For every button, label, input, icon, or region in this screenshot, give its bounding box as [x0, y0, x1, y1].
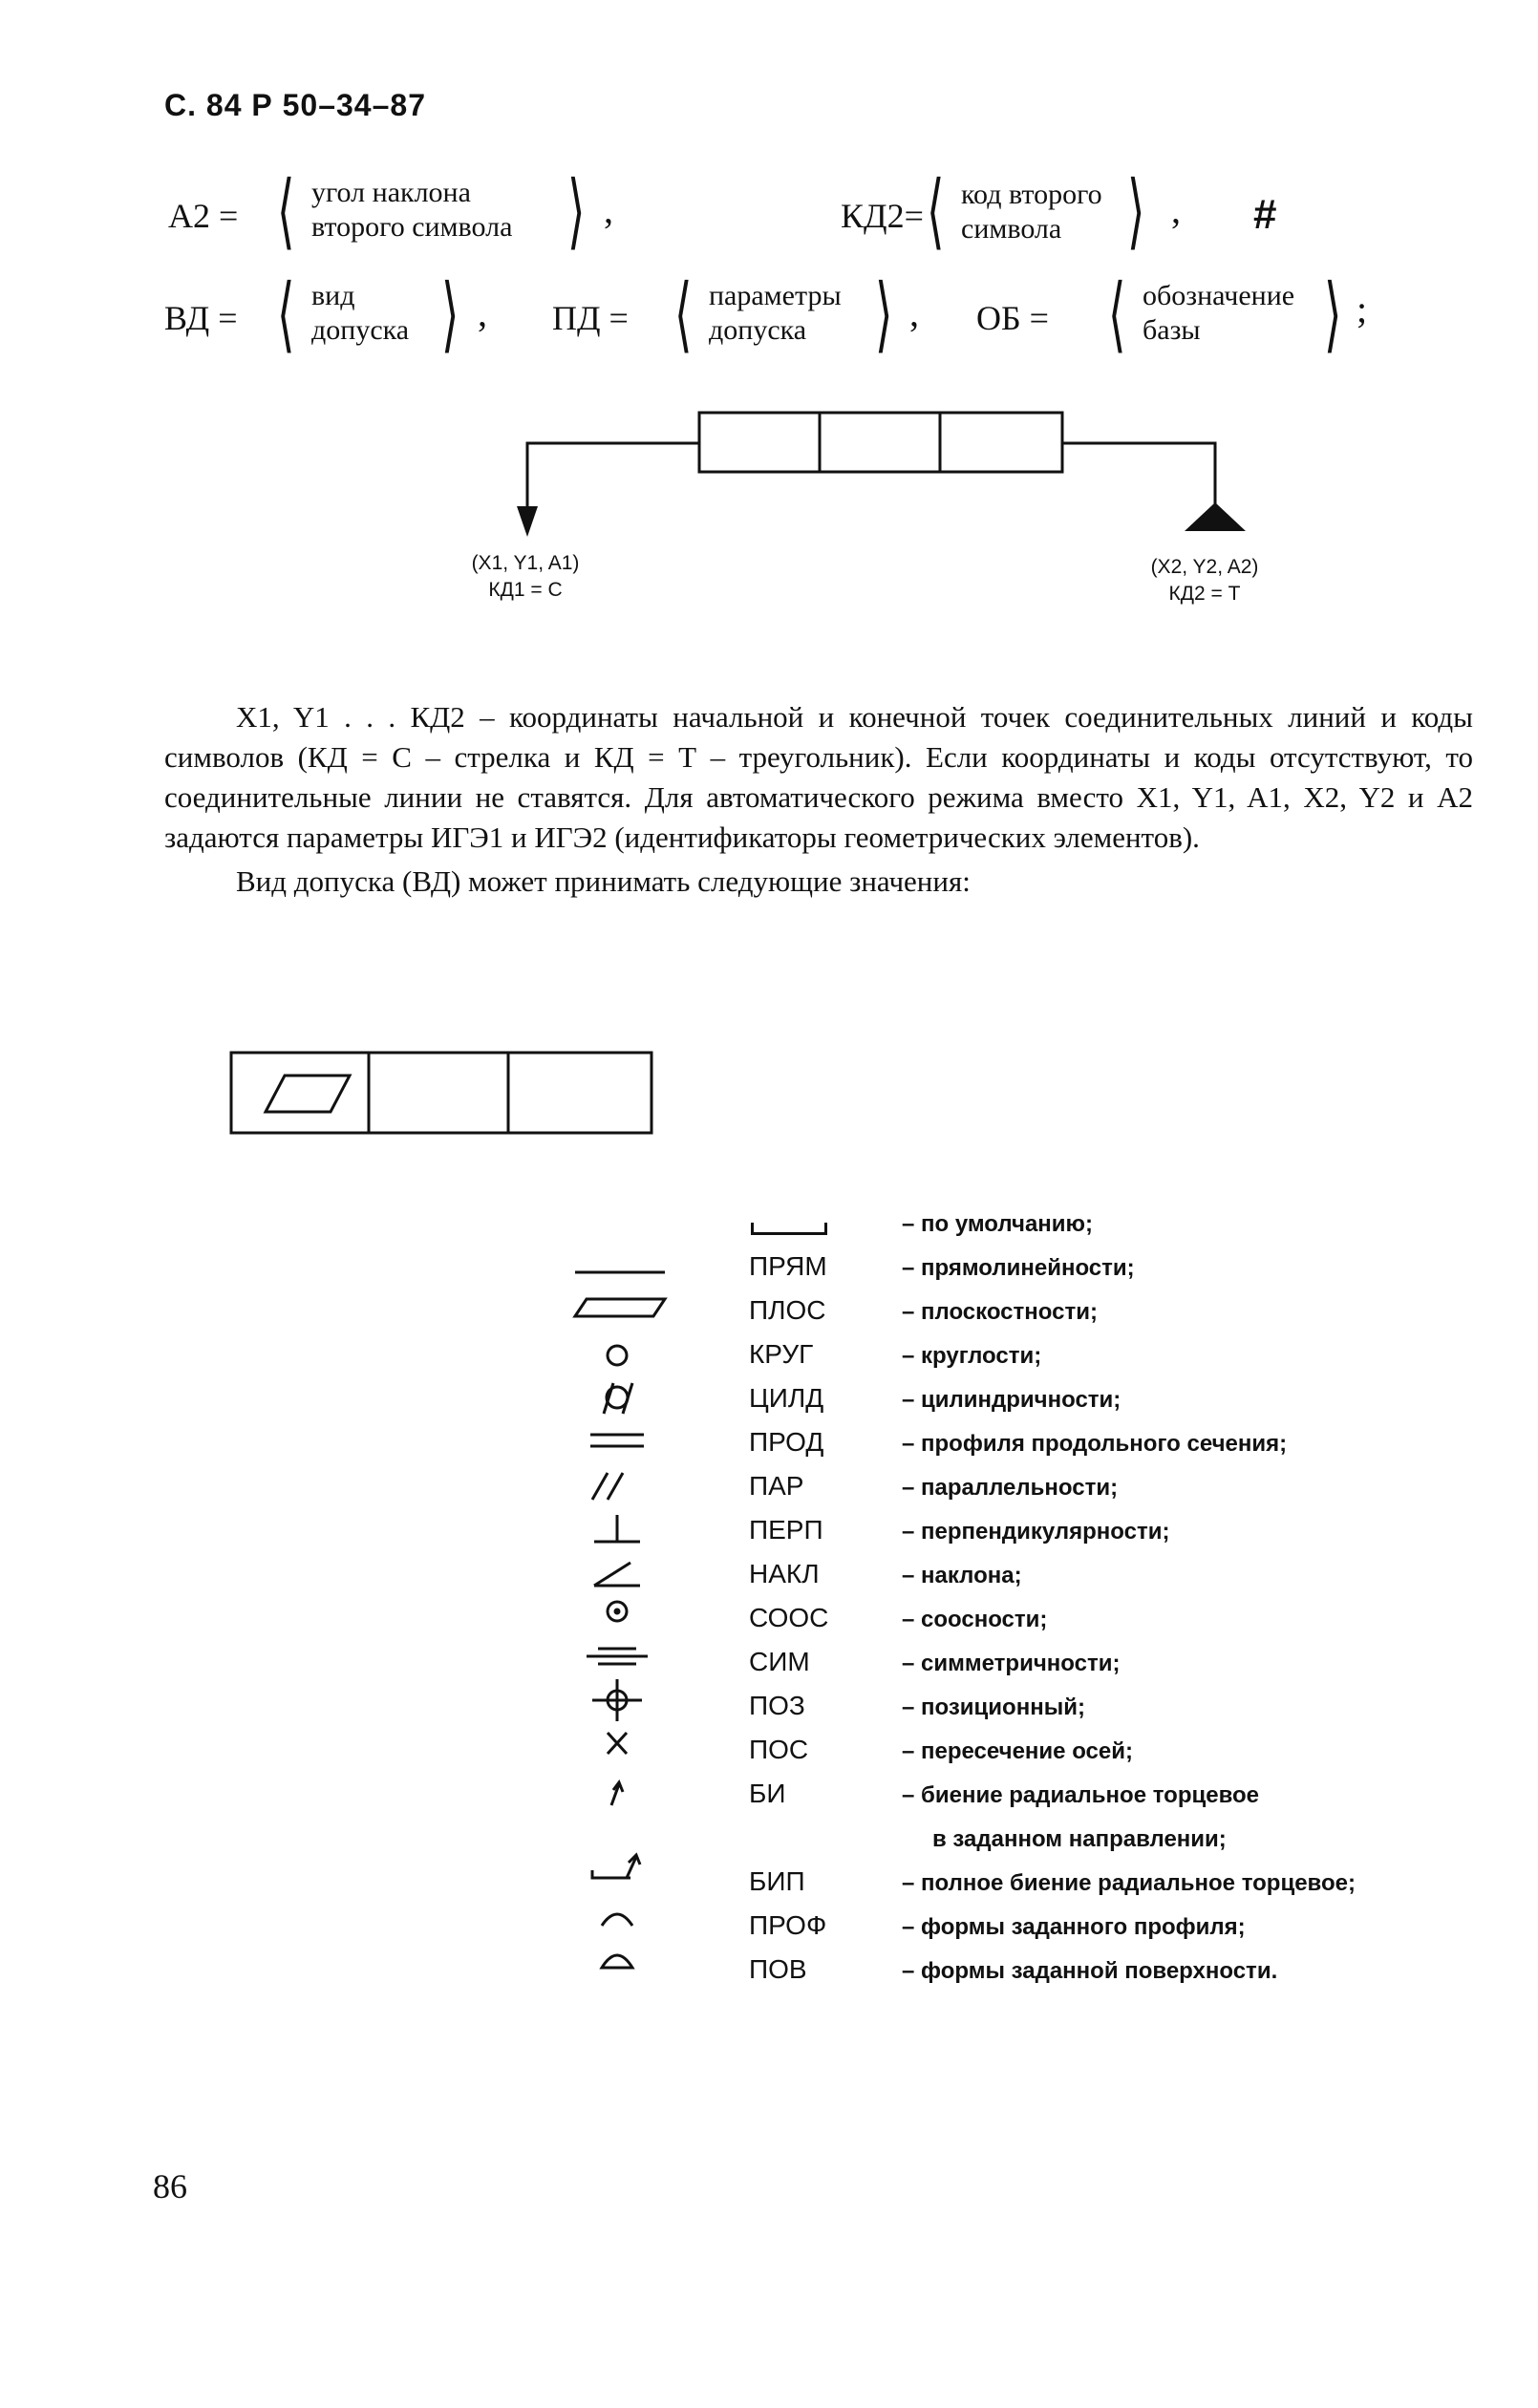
flatness-icon: [266, 1076, 350, 1112]
position-icon: [592, 1679, 642, 1721]
def-ob-close-bracket: ⟩: [1324, 268, 1342, 360]
symmetry-icon: [587, 1649, 648, 1664]
def-ob-semicolon: ;: [1356, 288, 1368, 330]
desc-angularity: – наклона;: [902, 1563, 1022, 1588]
body-text: [164, 697, 1473, 902]
code-profile-longitudinal: ПРОД: [749, 1427, 824, 1457]
code-cylindricity: ЦИЛД: [749, 1383, 824, 1413]
def-pd-open-bracket: ⟨: [674, 268, 693, 360]
end-point-code: КД2 = Т: [1168, 583, 1241, 605]
code-runout: БИ: [749, 1779, 786, 1808]
def-vd-open-bracket: ⟨: [277, 268, 295, 360]
desc-straightness: – прямолинейности;: [902, 1255, 1135, 1281]
code-symmetry: СИМ: [749, 1647, 810, 1676]
code-circularity: КРУГ: [749, 1339, 814, 1369]
circularity-icon: [608, 1346, 627, 1365]
def-kd2-close-bracket: ⟩: [1127, 165, 1145, 257]
def-pd-close-bracket: ⟩: [875, 268, 893, 360]
desc-line-profile: – формы заданного профиля;: [902, 1914, 1246, 1940]
desc-perpendicularity: – перпендикулярности;: [902, 1519, 1170, 1545]
def-ob-line2: базы: [1143, 314, 1201, 346]
tolerance-icons-column: [564, 1207, 678, 1971]
desc-cylindricity: – цилиндричности;: [902, 1387, 1121, 1413]
surface-profile-icon: [602, 1955, 632, 1968]
def-ob-key: ОБ =: [976, 299, 1049, 337]
profile-longitudinal-icon: [590, 1435, 644, 1446]
perpendicularity-icon: [594, 1515, 640, 1542]
frame-connector-figure: [0, 0, 1538, 650]
code-angularity: НАКЛ: [749, 1559, 820, 1588]
def-pd-key: ПД =: [552, 299, 629, 337]
def-kd2-line2: символа: [961, 213, 1062, 245]
desc-axes-intersection: – пересечение осей;: [902, 1738, 1133, 1764]
tolerance-descriptions-column: [902, 1211, 1437, 2002]
desc-profile-longitudinal: – профиля продольного сечения;: [902, 1431, 1288, 1457]
end-point-label: [1133, 554, 1276, 607]
desc-default: – по умолчанию;: [902, 1211, 1094, 1237]
desc-coaxiality: – соосности;: [902, 1607, 1048, 1632]
def-kd2-line1: код второго: [961, 179, 1102, 210]
def-a2-open-bracket: ⟨: [277, 165, 295, 257]
def-a2-line1: угол наклона: [311, 177, 471, 208]
line-profile-icon: [602, 1914, 632, 1926]
desc-runout: – биение радиальное торцевое: [902, 1782, 1260, 1808]
code-surface-profile: ПОВ: [749, 1954, 807, 1984]
flatness-frame-example: [229, 1051, 659, 1142]
def-a2-comma: ,: [604, 188, 613, 231]
desc-symmetry: – симметричности;: [902, 1651, 1121, 1676]
axes-intersection-icon: [608, 1733, 627, 1754]
def-vd-key: ВД =: [164, 299, 238, 337]
desc-surface-profile: – формы заданной поверхности.: [902, 1958, 1278, 1984]
desc-position: – позиционный;: [902, 1694, 1085, 1720]
code-line-profile: ПРОФ: [749, 1910, 827, 1940]
start-point-code: КД1 = С: [488, 579, 563, 601]
def-kd2-comma: ,: [1171, 188, 1181, 231]
def-vd-line2: допуска: [311, 314, 410, 346]
desc-runout-continued: в заданном направлении;: [932, 1826, 1227, 1852]
page-header: С. 84 Р 50–34–87: [164, 88, 426, 122]
tolerance-frame-3-cells: [699, 413, 1062, 472]
paragraph-coordinates: X1, Y1 . . . КД2 – координаты начальной и конечной точек соединительных линий и коды символов (КД = С – стрелка и КД = Т – треугольник). Если координаты и коды отсутствуют, то соединительные линии не ставятся. Для автоматического режима вместо X1, Y1, A1, X2, Y2 и A2 задаются параметры ИГЭ1 и ИГЭ2 (идентификаторы геометрических элементов).: [164, 700, 1473, 854]
def-ob-line1: обозначение: [1143, 280, 1295, 311]
code-total-runout: БИП: [749, 1866, 805, 1896]
def-vd-comma: ,: [478, 291, 487, 334]
runout-icon: [611, 1782, 623, 1805]
page-number: 86: [153, 2167, 187, 2206]
def-ob-open-bracket: ⟨: [1108, 268, 1126, 360]
coaxiality-icon: [608, 1602, 627, 1621]
code-position: ПОЗ: [749, 1691, 805, 1720]
hash-symbol: #: [1253, 191, 1277, 238]
def-vd-close-bracket: ⟩: [441, 268, 459, 360]
flatness-icon: [575, 1299, 665, 1316]
right-connector-triangle: [1062, 443, 1246, 531]
tolerance-codes-column: [749, 1207, 828, 1998]
desc-circularity: – круглости;: [902, 1343, 1042, 1369]
code-flatness: ПЛОС: [749, 1295, 826, 1325]
def-kd2-key: КД2=: [841, 197, 924, 235]
desc-flatness: – плоскостности;: [902, 1299, 1098, 1325]
end-point-coords: (X2, Y2, A2): [1150, 556, 1259, 578]
start-point-label: [468, 550, 583, 604]
code-coaxiality: СООС: [749, 1603, 829, 1632]
def-pd-line1: параметры: [709, 280, 842, 311]
def-vd-line1: вид: [311, 280, 355, 311]
code-axes-intersection: ПОС: [749, 1735, 809, 1764]
code-straightness: ПРЯМ: [749, 1251, 827, 1281]
default-blank-icon: [749, 1207, 828, 1251]
parallelism-icon: [592, 1473, 623, 1500]
code-parallelism: ПАР: [749, 1471, 804, 1501]
cylindricity-icon: [604, 1383, 632, 1414]
left-connector-arrow: [517, 443, 699, 537]
start-point-coords: (X1, Y1, A1): [471, 552, 580, 574]
total-runout-icon: [592, 1855, 640, 1878]
def-a2-close-bracket: ⟩: [567, 165, 586, 257]
paragraph-tolerance-intro: Вид допуска (ВД) может принимать следующие значения:: [236, 864, 971, 898]
angularity-icon: [594, 1563, 640, 1586]
def-a2-key: А2 =: [168, 197, 239, 235]
desc-total-runout: – полное биение радиальное торцевое;: [902, 1870, 1356, 1896]
desc-parallelism: – параллельности;: [902, 1475, 1119, 1501]
def-pd-comma: ,: [909, 291, 919, 334]
def-pd-line2: допуска: [709, 314, 807, 346]
def-kd2-open-bracket: ⟨: [927, 165, 945, 257]
code-perpendicularity: ПЕРП: [749, 1515, 823, 1545]
def-a2-line2: второго символа: [311, 211, 513, 243]
